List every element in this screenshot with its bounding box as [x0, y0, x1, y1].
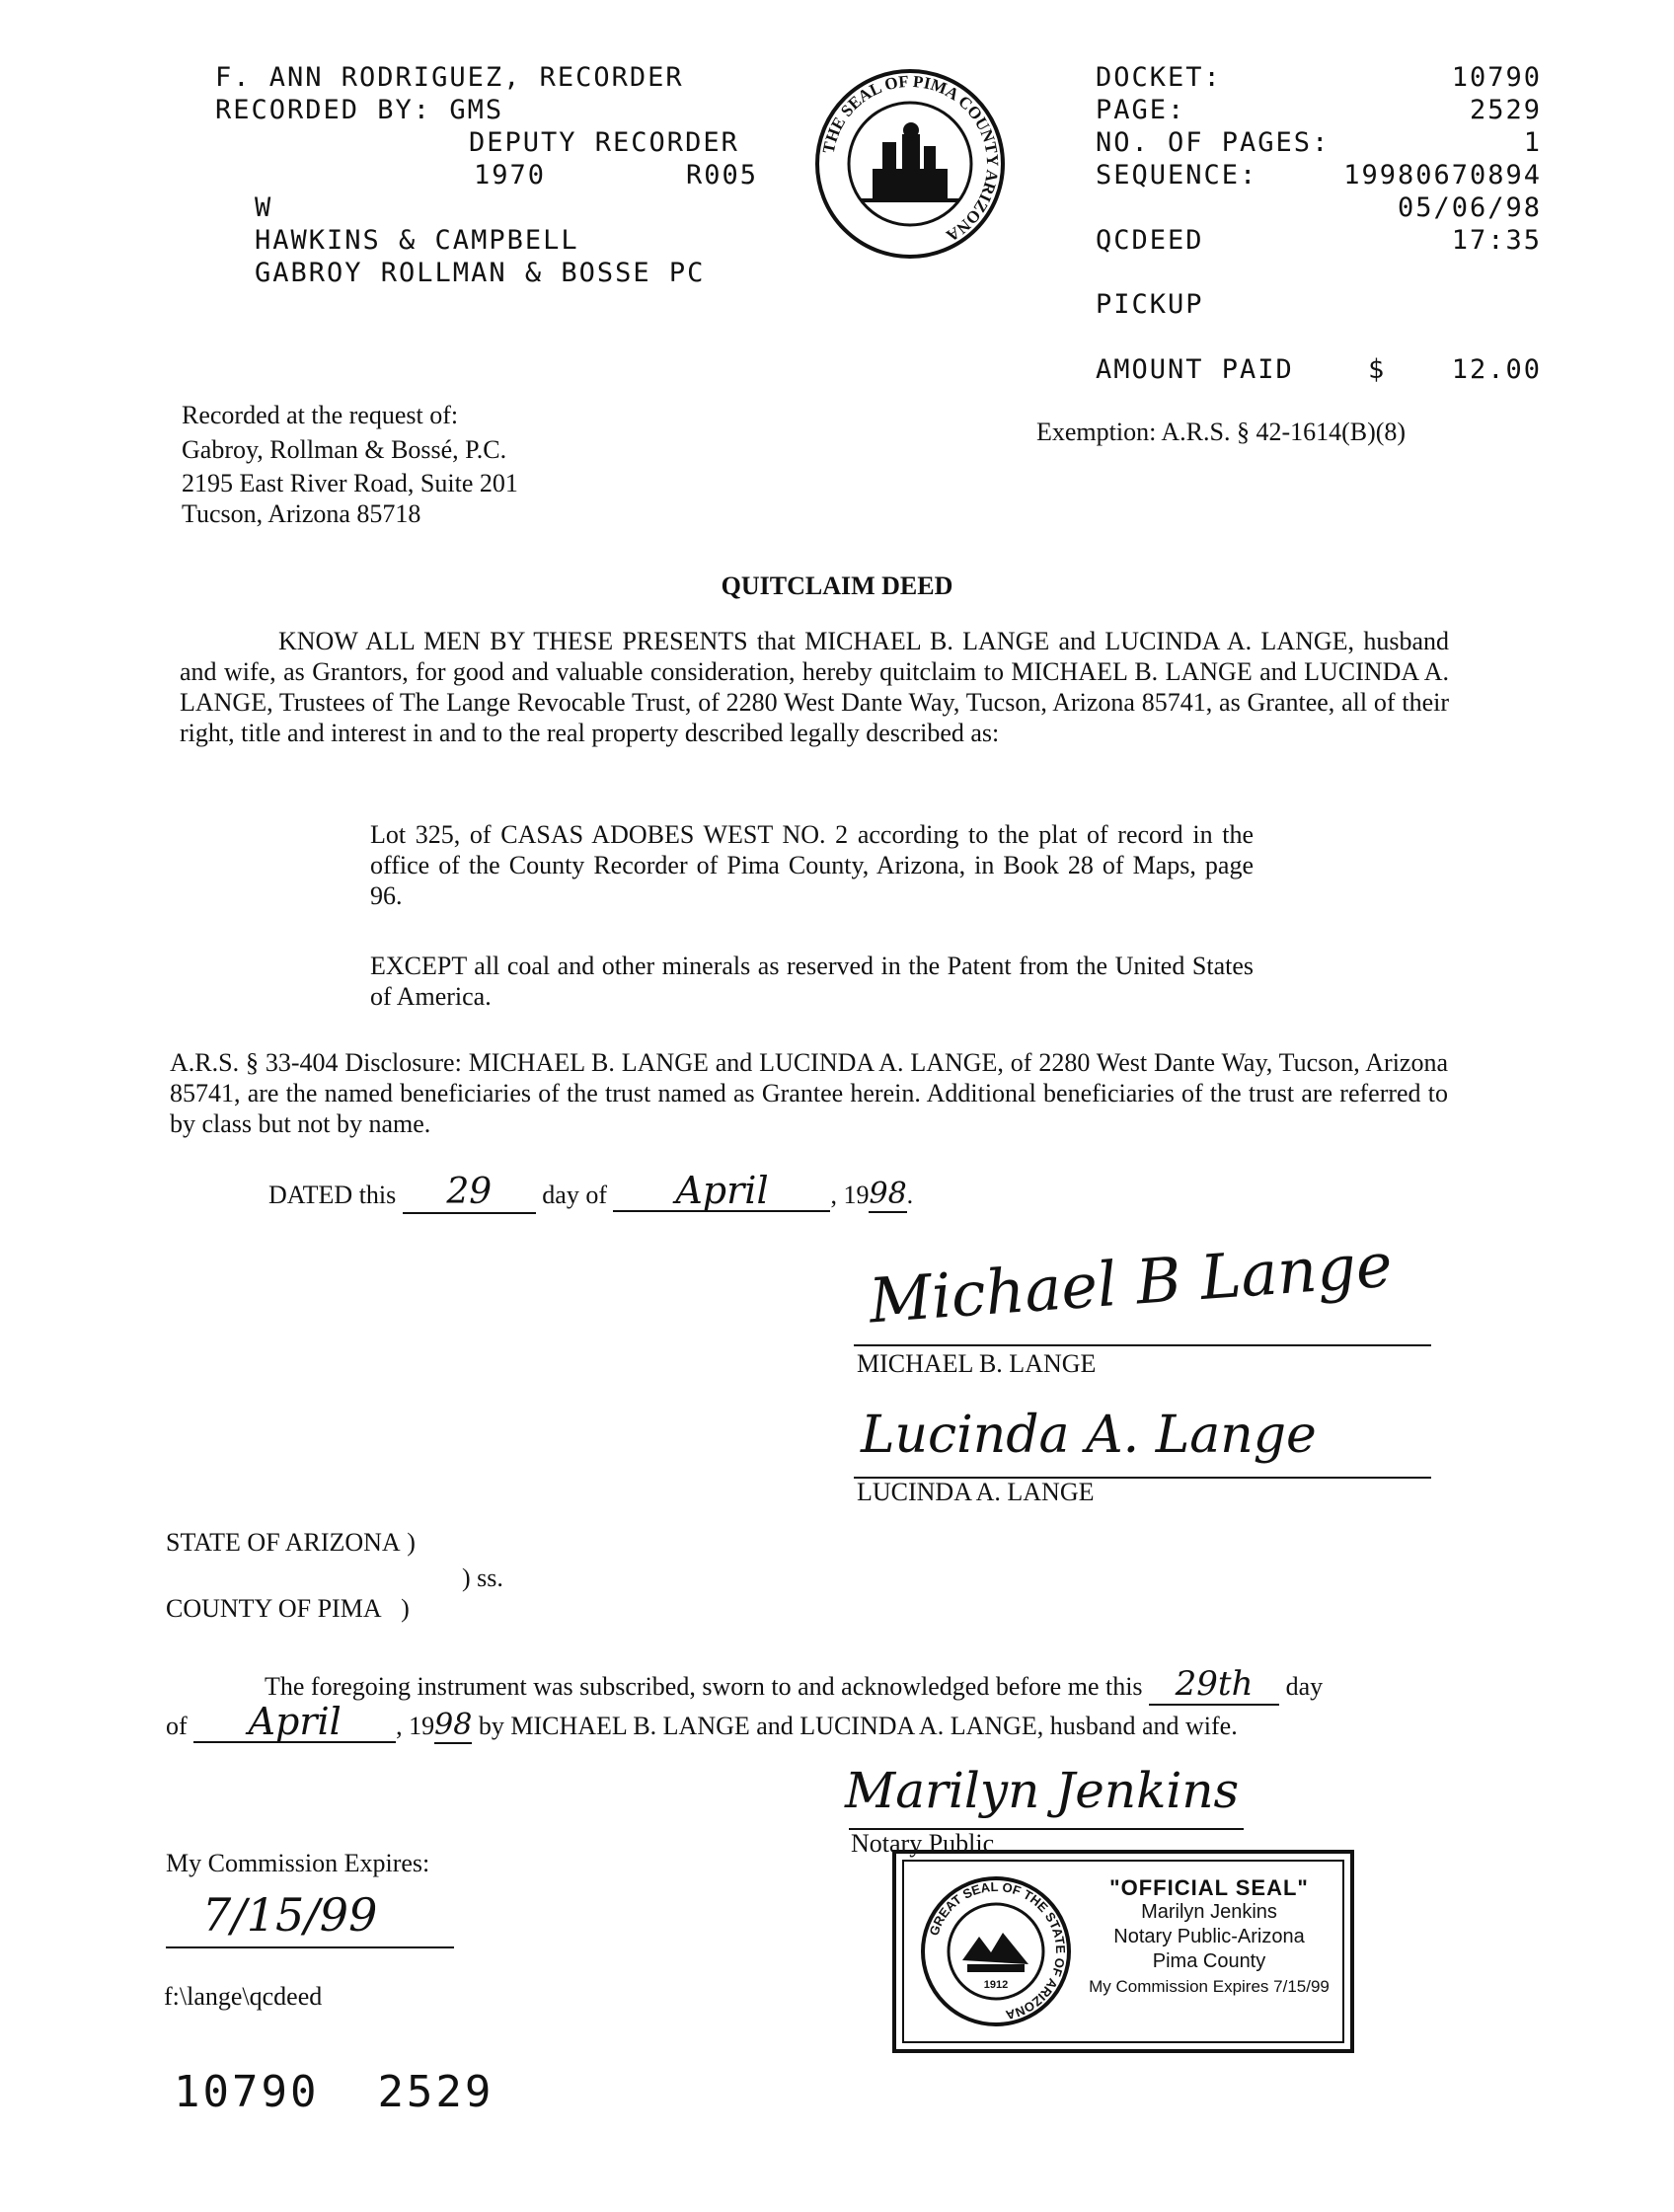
request-city: Tucson, Arizona 85718 [182, 499, 421, 528]
sig-lucinda-name: LUCINDA A. LANGE [857, 1478, 1095, 1506]
commission-date: 7/15/99 [202, 1888, 378, 1942]
amount-value: 12.00 [1451, 354, 1542, 385]
notary-label: Notary Public [851, 1829, 995, 1858]
dated-prefix: DATED this [268, 1181, 397, 1209]
official-seal-name: Marilyn Jenkins [1141, 1901, 1277, 1923]
sequence-label: SEQUENCE: [1096, 160, 1258, 191]
request-firm: Gabroy, Rollman & Bossé, P.C. [182, 435, 507, 464]
ack-line-1: The foregoing instrument was subscribed, sworn to and acknowledged before me this 29th day [265, 1664, 1324, 1704]
official-seal-text [1080, 1875, 1338, 1999]
footer-stamp [174, 2067, 494, 2117]
notary-signature-script: Marilyn Jenkins [845, 1762, 1240, 1819]
footer-page: 2529 [377, 2067, 495, 2117]
official-seal-expires: My Commission Expires 7/15/99 [1089, 1977, 1330, 1996]
state-seal-ring-text: GREAT SEAL OF THE STATE OF ARIZONA [926, 1878, 1069, 2023]
commission-label: My Commission Expires: [166, 1849, 430, 1877]
party-1: HAWKINS & CAMPBELL [255, 225, 579, 256]
pickup-label: PICKUP [1096, 289, 1204, 320]
recorder-initial: W [255, 192, 273, 223]
ack-day: 29th [1149, 1664, 1279, 1706]
sig-michael-script: Michael B Lange [867, 1228, 1395, 1337]
dated-mid: day of [542, 1181, 607, 1209]
ack-year: 98 [434, 1708, 473, 1742]
record-date: 05/06/98 [1397, 192, 1542, 223]
legal-description: Lot 325, of CASAS ADOBES WEST NO. 2 according to the plat of record in the office of the County Recorder of Pima County, Arizona, in Book 28 of Maps, page 96. [370, 820, 1254, 910]
recorder-code-2: R005 [686, 160, 759, 191]
request-street: 2195 East River Road, Suite 201 [182, 469, 518, 497]
venue-state: STATE OF ARIZONA ) [166, 1528, 416, 1557]
dated-line [268, 1171, 913, 1214]
grant-paragraph: KNOW ALL MEN BY THESE PRESENTS that MICHAEL B. LANGE and LUCINDA A. LANGE, husband and wife, as Grantors, for good and valuable consideration, hereby quitclaim to MICHAEL B. LANGE and LUCINDA A. LANGE, Trustees of The Lange Revocable Trust, of 2280 West Dante Way, Tucson, Arizona 85741, as Grantee, all of their right, title and interest in and to the real property described legally described as: [180, 627, 1449, 747]
arizona-state-seal-icon [918, 1873, 1074, 2029]
pima-county-seal [811, 65, 1009, 263]
num-pages-value: 1 [1523, 127, 1542, 158]
sig-lucinda-script: Lucinda A. Lange [861, 1406, 1317, 1465]
record-time: 17:35 [1451, 225, 1542, 256]
seal-ring-text: THE SEAL OF PIMA COUNTY ARIZONA [818, 71, 1003, 246]
docket-value: 10790 [1451, 62, 1542, 93]
page-value: 2529 [1469, 95, 1542, 125]
official-seal-office: Notary Public-Arizona [1113, 1926, 1305, 1947]
official-seal-county: Pima County [1152, 1950, 1266, 1972]
sig-michael-name: MICHAEL B. LANGE [857, 1349, 1097, 1378]
venue-ss: ) ss. [462, 1564, 503, 1592]
official-seal-title: "OFFICIAL SEAL" [1109, 1875, 1309, 1900]
page-label: PAGE: [1096, 95, 1186, 125]
doc-type: QCDEED [1096, 225, 1204, 256]
dated-day: 29 [403, 1173, 536, 1214]
footer-docket: 10790 [174, 2067, 320, 2117]
amount-currency: $ [1368, 354, 1387, 385]
dated-month: April [613, 1171, 830, 1212]
state-seal-year: 1912 [983, 1979, 1009, 1991]
party-2: GABROY ROLLMAN & BOSSE PC [255, 258, 706, 288]
deputy-recorder: DEPUTY RECORDER [469, 127, 739, 158]
document-title: QUITCLAIM DEED [721, 572, 953, 600]
recorder-name: F. ANN RODRIGUEZ, RECORDER [215, 62, 684, 93]
mineral-exception: EXCEPT all coal and other minerals as reserved in the Patent from the United States of America. [370, 952, 1254, 1011]
amount-label: AMOUNT PAID [1096, 354, 1294, 385]
dated-year: 98 [869, 1177, 907, 1211]
dated-year-prefix: , 19 [830, 1181, 870, 1209]
recorded-by: RECORDED BY: GMS [215, 95, 504, 125]
sig-line-1 [854, 1344, 1431, 1346]
official-seal-stamp [892, 1850, 1354, 2053]
num-pages-label: NO. OF PAGES: [1096, 127, 1331, 158]
exemption: Exemption: A.R.S. § 42-1614(B)(8) [1036, 418, 1407, 446]
file-path: f:\lange\qcdeed [164, 1982, 323, 2011]
ack-month: April [193, 1702, 396, 1743]
dated-end: . [906, 1181, 914, 1209]
request-heading: Recorded at the request of: [182, 401, 459, 429]
venue-county: COUNTY OF PIMA ) [166, 1594, 410, 1623]
docket-label: DOCKET: [1096, 62, 1222, 93]
commission-line [166, 1946, 454, 1948]
sequence-value: 19980670894 [1343, 160, 1542, 191]
recorder-code-1: 1970 [474, 160, 547, 191]
disclosure-paragraph: A.R.S. § 33-404 Disclosure: MICHAEL B. LANGE and LUCINDA A. LANGE, of 2280 West Dante Way, Tucson, Arizona 85741, are the named beneficiaries of the trust named as Grantee herein. Additional beneficiaries of the trust are referred to by class but not by name. [170, 1048, 1448, 1138]
ack-line-2: of April , 1998 by MICHAEL B. LANGE and LUCINDA A. LANGE, husband and wife. [166, 1700, 1238, 1743]
